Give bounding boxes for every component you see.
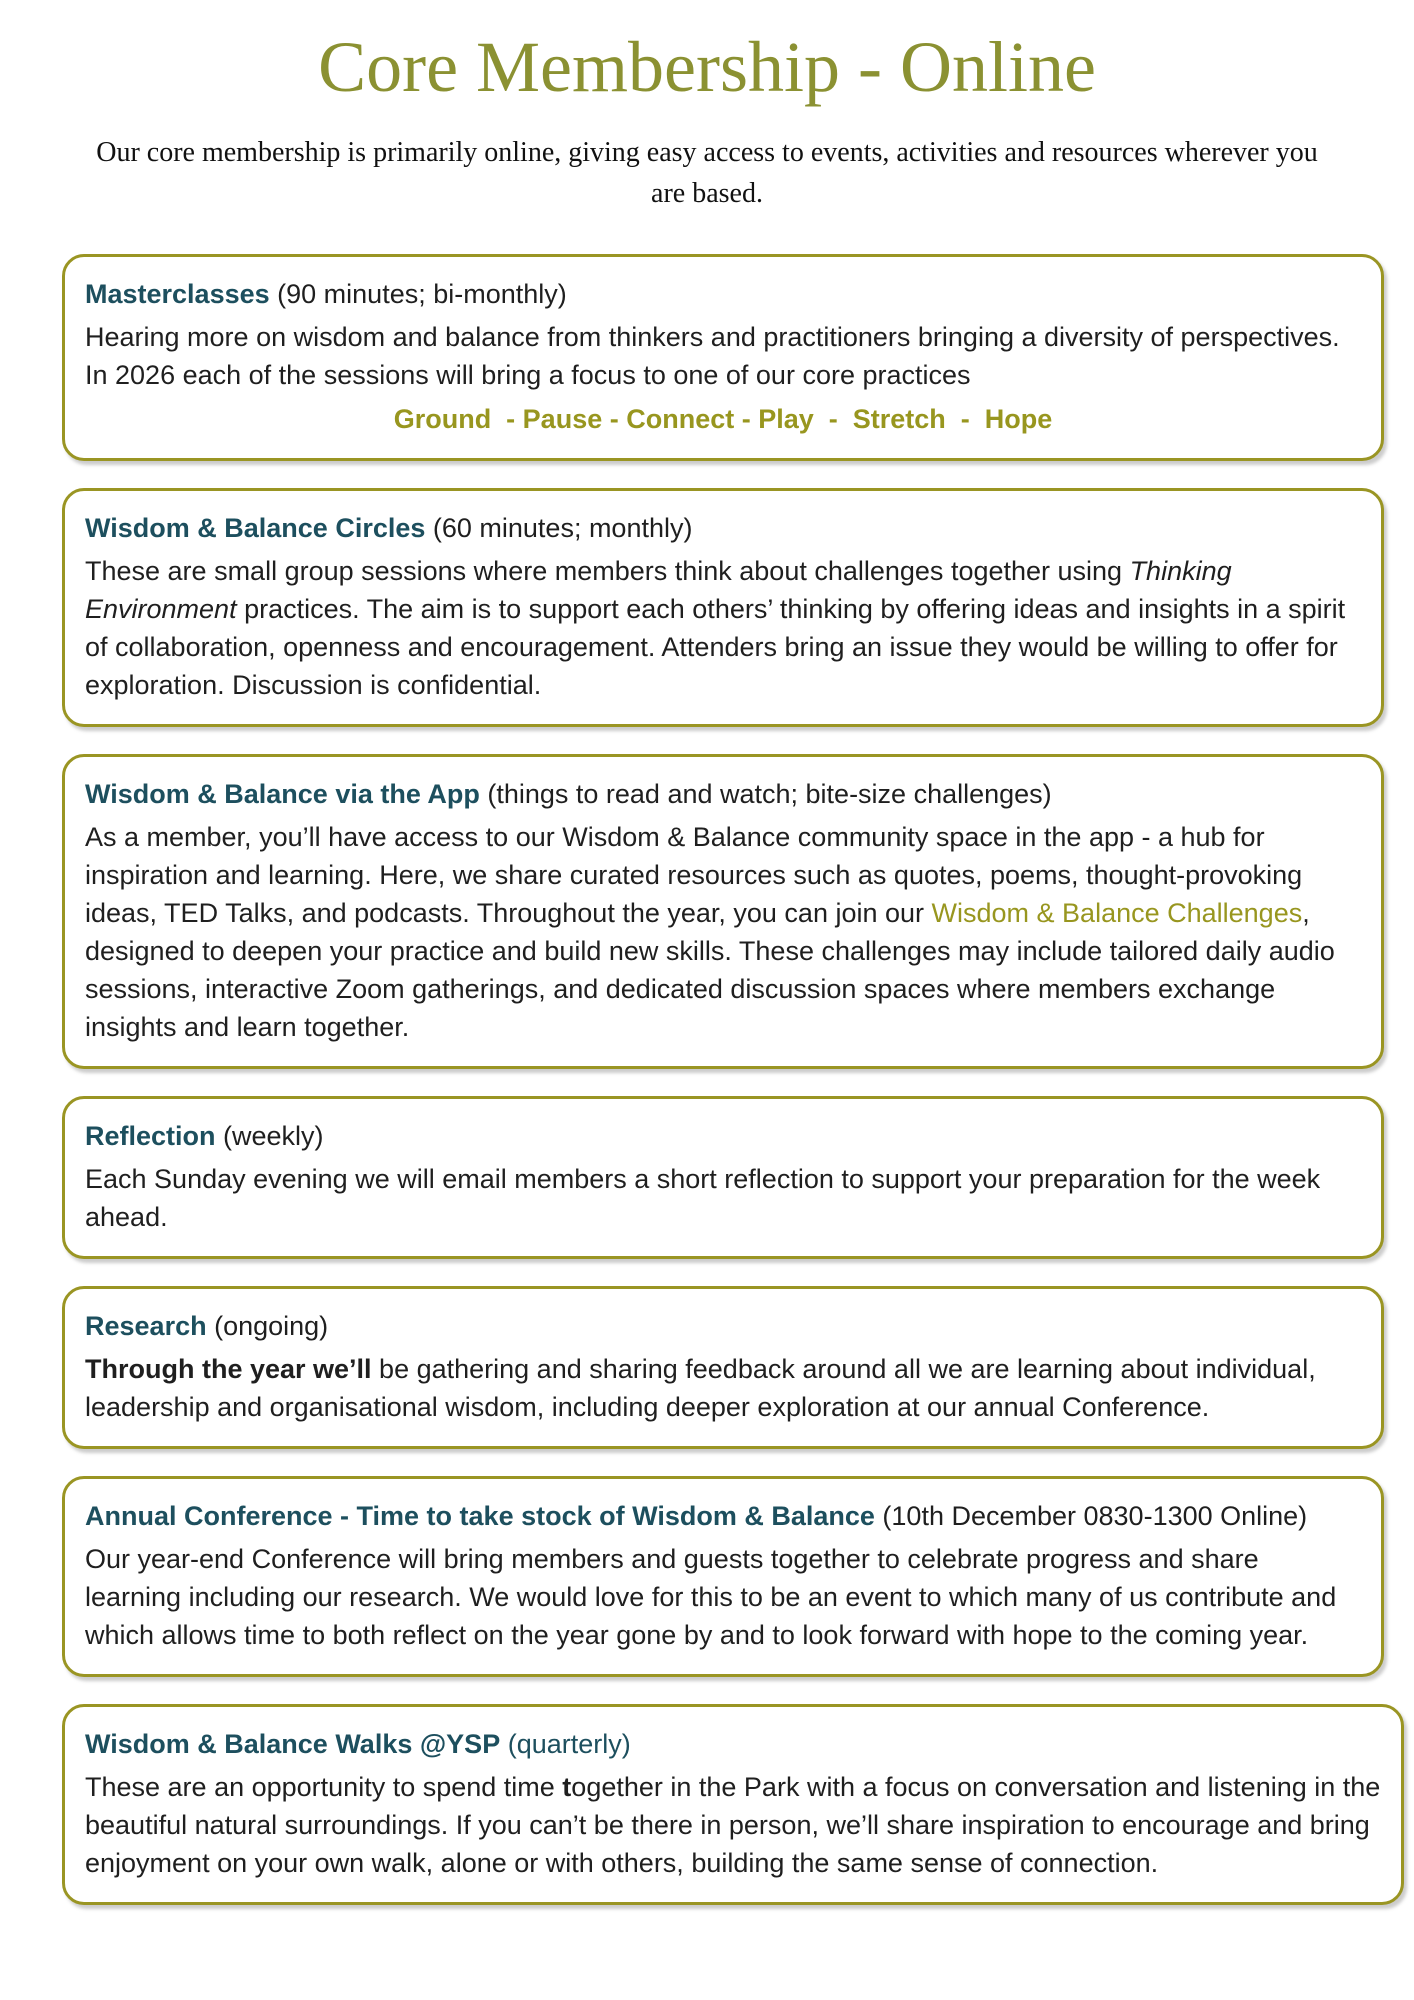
section-body — [85, 318, 1361, 394]
section-body — [85, 1768, 1381, 1882]
page-title: Core Membership - Online — [318, 27, 1096, 107]
text-segment-normal: (weekly) — [215, 1121, 324, 1152]
text-segment-normal: practices. The aim is to support each others’ thinking by offering ideas and insights in a spirit of collaboration, openness and encouragement. Attenders bring an issue they would be willing to offer for exploration. Discussion is confidential. — [85, 594, 1346, 701]
section-heading — [85, 1117, 1361, 1155]
membership-box-walks-ysp — [62, 1704, 1404, 1905]
section-footer — [85, 400, 1361, 438]
section-heading — [85, 1725, 1381, 1763]
section-heading — [85, 275, 1361, 313]
text-segment-normal: Hearing more on wisdom and balance from thinkers and practitioners bringing a diversity of perspectives. In 2026 each of the sessions will bring a focus to one of our core practices — [85, 322, 1340, 391]
text-segment-normal: (90 minutes; bi-monthly) — [269, 279, 567, 310]
membership-box-masterclasses — [62, 254, 1384, 461]
section-heading — [85, 775, 1361, 813]
text-segment-heading: Wisdom & Balance via the App — [85, 779, 480, 810]
text-segment-heading: Reflection — [85, 1121, 216, 1152]
membership-box-research — [62, 1286, 1384, 1449]
membership-box-annual-conference — [62, 1476, 1384, 1677]
text-segment-teal: (quarterly) — [500, 1729, 631, 1760]
text-segment-normal: As a member, you’ll have access to our Wisdom & Balance community space in the app - a hub for inspiration and learning. Here, we share curated resources such as quotes, poems, thought-provoking ideas, TED Talks, and podcasts. Throughout the year, you can join our — [85, 822, 1303, 929]
membership-box-app — [62, 754, 1384, 1069]
section-body — [85, 818, 1361, 1046]
text-segment-italic: Thinking Environment — [85, 556, 1232, 625]
section-body — [85, 552, 1361, 704]
text-segment-heading: Wisdom & Balance Circles — [85, 513, 426, 544]
challenges-link[interactable]: Wisdom & Balance Challenges — [931, 898, 1303, 929]
text-segment-normal: (10th December 0830-1300 Online) — [874, 1501, 1308, 1532]
text-segment-normal: (ongoing) — [206, 1311, 329, 1342]
section-heading — [85, 1497, 1361, 1535]
text-segment-bold: t — [562, 1772, 572, 1803]
membership-box-reflection — [62, 1096, 1384, 1259]
text-segment-bold: Through the year we’ll — [85, 1354, 372, 1385]
text-segment-normal: These are an opportunity to spend time — [85, 1772, 563, 1803]
text-segment-normal: Our year-end Conference will bring members and guests together to celebrate progress and share learning including our research. We would love for this to be an event to which many of us contribute and which allows time to both reflect on the year gone by and to look forward with hope to the coming year. — [85, 1544, 1337, 1651]
text-segment-normal: ogether in the Park with a focus on conversation and listening in the beautiful natural surroundings. If you can’t be there in person, we’ll share inspiration to encourage and bring enjoyment on your own walk, alone or with others, building the same sense of connection. — [85, 1772, 1381, 1879]
section-body — [85, 1540, 1361, 1654]
section-heading — [85, 509, 1361, 547]
text-segment-heading: Masterclasses — [85, 279, 270, 310]
text-segment-heading: Research — [85, 1311, 207, 1342]
text-segment-normal: (60 minutes; monthly) — [425, 513, 693, 544]
text-segment-heading: Annual Conference - Time to take stock of Wisdom & Balance — [85, 1501, 875, 1532]
text-segment-normal: , designed to deepen your practice and build new skills. These challenges may include tailored daily audio sessions, interactive Zoom gatherings, and dedicated discussion spaces where members exchange insights and learn together. — [85, 898, 1335, 1043]
text-segment-heading: Wisdom & Balance Walks @YSP — [85, 1729, 501, 1760]
section-body — [85, 1350, 1361, 1426]
page-subtitle: Our core membership is primarily online, giving easy access to events, activities and resources wherever you are based. — [96, 137, 1318, 209]
text-segment-normal: Each Sunday evening we will email members a short reflection to support your preparation for the week ahead. — [85, 1164, 1321, 1233]
text-segment-normal: be gathering and sharing feedback around all we are learning about individual, leadership and organisational wisdom, including deeper exploration at our annual Conference. — [85, 1354, 1316, 1423]
section-heading — [85, 1307, 1361, 1345]
section-body — [85, 1160, 1361, 1236]
text-segment-normal: These are small group sessions where members think about challenges together using — [85, 556, 1130, 587]
text-segment-normal: (things to read and watch; bite-size challenges) — [479, 779, 1052, 810]
text-segment-olive-bold: Ground - Pause - Connect - Play - Stretch - Hope — [393, 404, 1053, 435]
membership-sections — [0, 254, 1414, 1905]
membership-box-circles — [62, 488, 1384, 727]
